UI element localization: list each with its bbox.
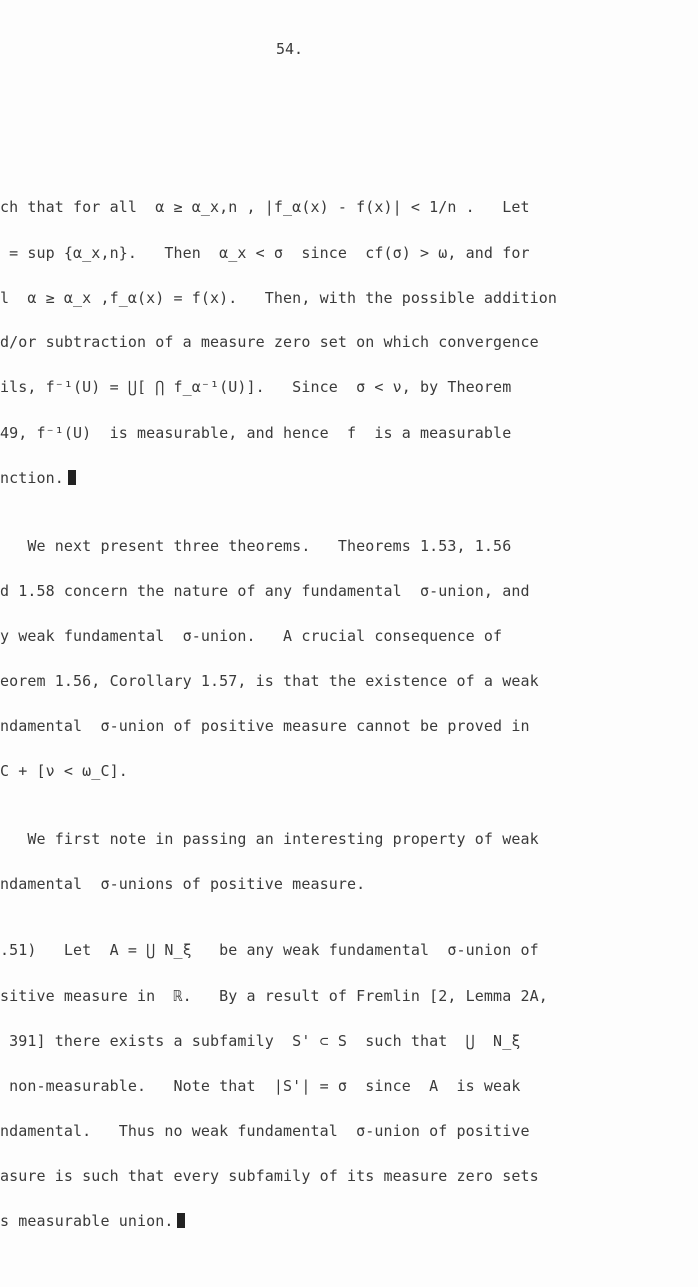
text-line: asure is such that every subfamily of its measure zero sets (0, 1167, 539, 1185)
text-line: l α ≥ α_x ,f_α(x) = f(x). Then, with the possible addition (0, 289, 557, 307)
page-number: 54. (276, 40, 304, 58)
text-line: sitive measure in ℝ. By a result of Fremlin [2, Lemma 2A, (0, 987, 548, 1005)
text-line: y weak fundamental σ-union. A crucial consequence of (0, 627, 503, 645)
text-line: We next present three theorems. Theorems 1.53, 1.56 (0, 537, 512, 555)
text-line: ils, f⁻¹(U) = ⋃[ ⋂ f_α⁻¹(U)]. Since σ < ν, by Theorem (0, 378, 512, 396)
text-line: s measurable union. (0, 1212, 185, 1230)
text-line: 391] there exists a subfamily S' ⊂ S such that ⋃ N_ξ (0, 1032, 521, 1050)
end-of-proof-mark (68, 470, 76, 485)
text-line: eorem 1.56, Corollary 1.57, is that the existence of a weak (0, 672, 539, 690)
text-line: ch that for all α ≥ α_x,n , |f_α(x) - f(x)| < 1/n . Let (0, 198, 530, 216)
text-line: ndamental σ-unions of positive measure. (0, 875, 366, 893)
text-line: non-measurable. Note that |S'| = σ since A is weak (0, 1077, 521, 1095)
end-of-proof-mark (177, 1213, 185, 1228)
text-line: d 1.58 concern the nature of any fundamental σ-union, and (0, 582, 530, 600)
text-line: ndamental σ-union of positive measure cannot be proved in (0, 717, 530, 735)
text-line: 49, f⁻¹(U) is measurable, and hence f is a measurable (0, 424, 512, 442)
text-line: d/or subtraction of a measure zero set on which convergence (0, 333, 539, 351)
text-line: = sup {α_x,n}. Then α_x < σ since cf(σ) > ω, and for (0, 244, 530, 262)
text-line: .51) Let A = ⋃ N_ξ be any weak fundamental σ-union of (0, 941, 539, 959)
text-line: C + [ν < ω_C]. (0, 762, 128, 780)
text-line: nction. (0, 469, 76, 487)
text-line: We first note in passing an interesting property of weak (0, 830, 539, 848)
text-line: ndamental. Thus no weak fundamental σ-union of positive (0, 1122, 530, 1140)
